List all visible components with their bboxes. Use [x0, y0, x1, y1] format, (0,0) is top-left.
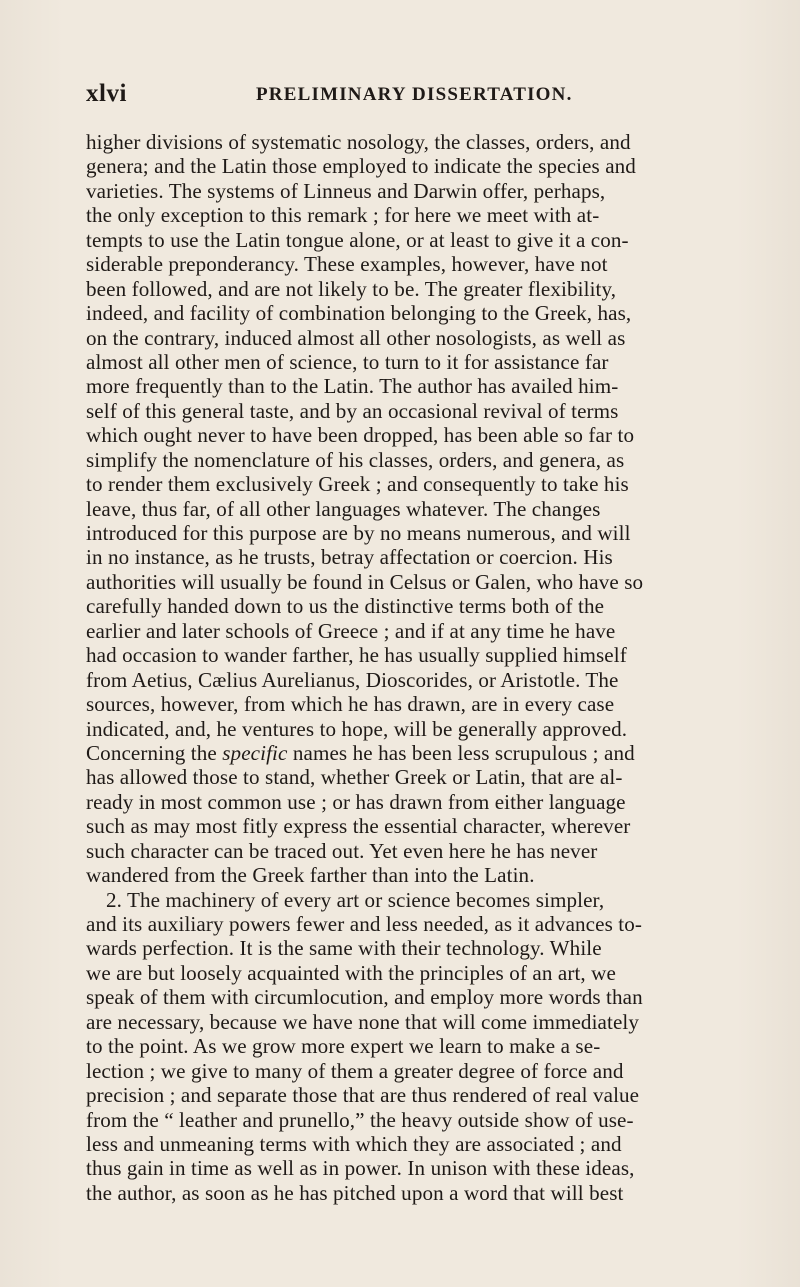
italic-word: specific	[222, 740, 288, 765]
page-number: xlvi	[86, 80, 127, 107]
text-line: carefully handed down to us the distinctive terms both of the	[86, 594, 605, 619]
text-line: lection ; we give to many of them a greater degree of force and	[86, 1058, 624, 1083]
text-line: higher divisions of systematic nosology, the classes, orders, and	[86, 130, 631, 154]
running-title: PRELIMINARY DISSERTATION.	[256, 84, 573, 105]
text-line: are necessary, because we have none that will come immediately	[86, 1009, 640, 1034]
text-line: varieties. The systems of Linneus and Darwin offer, perhaps,	[86, 178, 606, 203]
text-line: leave, thus far, of all other languages whatever. The changes	[86, 496, 601, 521]
text-line: sources, however, from which he has drawn, are in every case	[86, 692, 615, 717]
text-line: thus gain in time as well as in power. In unison with these ideas,	[86, 1156, 635, 1181]
text-line: indeed, and facility of combination belonging to the Greek, has,	[86, 301, 632, 326]
text-line: precision ; and separate those that are thus rendered of real value	[86, 1083, 640, 1108]
text-line: wandered from the Greek farther than into the Latin.	[86, 863, 535, 888]
text-line: in no instance, as he trusts, betray affectation or coercion. His	[86, 545, 613, 570]
text-line: and its auxiliary powers fewer and less needed, as it advances to-	[86, 912, 643, 936]
text-line: almost all other men of science, to turn to it for assistance far	[86, 349, 609, 374]
text-line: self of this general taste, and by an occasional revival of terms	[86, 398, 619, 423]
text-line: siderable preponderancy. These examples, however, have not	[86, 252, 608, 277]
text-line: to the point. As we grow more expert we learn to make a se-	[86, 1034, 601, 1059]
body-text	[86, 130, 726, 1205]
text-line: we are but loosely acquainted with the principles of an art, we	[86, 960, 616, 985]
text-line: indicated, and, he ventures to hope, will be generally approved.	[86, 716, 628, 741]
text-line: from Aetius, Cælius Aurelianus, Dioscorides, or Aristotle. The	[86, 667, 619, 692]
paragraph-start-line: 2. The machinery of every art or science becomes simpler,	[106, 887, 605, 912]
text-line: wards perfection. It is the same with their technology. While	[86, 936, 602, 961]
text-line: introduced for this purpose are by no means numerous, and will	[86, 521, 631, 545]
text-line: simplify the nomenclature of his classes, orders, and genera, as	[86, 447, 625, 472]
text-line: from the “ leather and prunello,” the heavy outside show of use-	[86, 1107, 634, 1132]
text-line: to render them exclusively Greek ; and consequently to take his	[86, 472, 629, 497]
text-line	[86, 741, 726, 765]
text-line: more frequently than to the Latin. The author has availed him-	[86, 374, 619, 399]
text-line: speak of them with circumlocution, and employ more words than	[86, 985, 643, 1010]
text-line: ready in most common use ; or has drawn from either language	[86, 789, 626, 814]
text-line: earlier and later schools of Greece ; and if at any time he have	[86, 618, 616, 643]
text-line: genera; and the Latin those employed to indicate the species and	[86, 154, 636, 179]
text-line: on the contrary, induced almost all other nosologists, as well as	[86, 325, 626, 350]
text-segment: Concerning the	[86, 740, 223, 765]
text-line: authorities will usually be found in Celsus or Galen, who have so	[86, 569, 644, 594]
text-line: such character can be traced out. Yet even here he has never	[86, 838, 598, 863]
text-segment: names he has been less scrupulous ; and	[287, 740, 635, 765]
text-line: been followed, and are not likely to be. The greater flexibility,	[86, 276, 617, 301]
text-line: such as may most fitly express the essential character, wherever	[86, 814, 631, 839]
page-header	[86, 78, 726, 106]
text-line: tempts to use the Latin tongue alone, or at least to give it a con-	[86, 227, 629, 252]
text-line: has allowed those to stand, whether Greek or Latin, that are al-	[86, 765, 623, 790]
text-line: the author, as soon as he has pitched upon a word that will best	[86, 1180, 624, 1205]
text-line: less and unmeaning terms with which they are associated ; and	[86, 1131, 622, 1156]
text-line: had occasion to wander farther, he has usually supplied himself	[86, 643, 627, 668]
text-line: the only exception to this remark ; for here we meet with at-	[86, 203, 600, 228]
text-line: which ought never to have been dropped, has been able so far to	[86, 423, 635, 448]
